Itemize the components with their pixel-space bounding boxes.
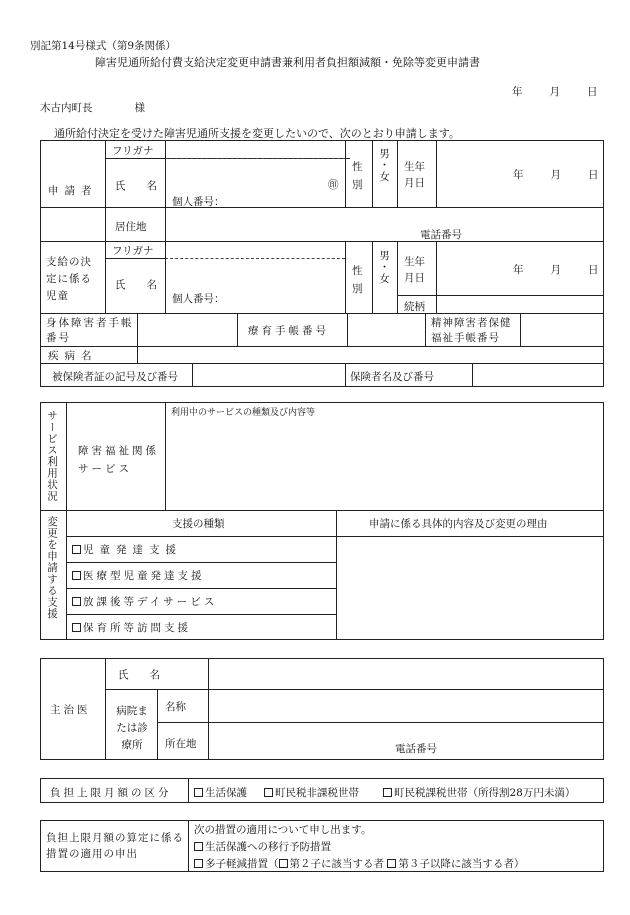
burden-option-3[interactable]: 町民税課税世帯（所得割28万円未満） (383, 785, 575, 800)
checkbox-icon (383, 788, 392, 797)
applicant-furigana-label: フリガナ (112, 145, 154, 157)
measure-option-2[interactable]: 多子軽減措置（ 第２子に該当する者 第３子以降に該当する者） (194, 856, 524, 871)
checkbox-icon (264, 788, 273, 797)
change-item-3[interactable]: 放課後等デイサービス (72, 594, 217, 609)
applicant-sex-option[interactable]: 男・女 (378, 148, 390, 183)
checkbox-icon (194, 842, 203, 851)
checkbox-icon[interactable] (279, 859, 288, 868)
doctor-phone-label: 電話番号 (395, 743, 437, 755)
service-note-label: 利用中のサービスの種類及び内容等 (171, 408, 316, 418)
child-id-label: 個人番号： (172, 293, 225, 305)
child-sex-label: 性別 (352, 265, 363, 295)
checkbox-icon (72, 623, 81, 632)
applicant-phone-label: 電話番号 (420, 229, 462, 241)
child-birth-label: 生年月日 (404, 256, 425, 284)
change-item-1[interactable]: 児童発達支援 (72, 542, 182, 557)
burden-option-2[interactable]: 町民税非課税世帯 (264, 785, 359, 800)
facility-name-label: 名称 (165, 701, 186, 713)
intro-text: 通所給付決定を受けた障害児通所支援を変更したいので、次のとおり申請します。 (54, 127, 460, 140)
checkbox-icon (194, 859, 203, 868)
child-label: 支給の決定に係る児童 (46, 256, 92, 302)
measures-label: 負担上限月額の算定に係る措置の適用の申出 (46, 832, 184, 860)
checkbox-icon (72, 597, 81, 606)
service-category-label: 障害福祉関係サービス (78, 445, 159, 475)
child-furigana-label: フリガナ (112, 245, 154, 257)
doctor-name-label: 氏 名 (118, 669, 160, 681)
header-date[interactable]: 年 月 日 (512, 86, 600, 98)
checkbox-icon (72, 571, 81, 580)
child-birth-date[interactable]: 年 月 日 (513, 264, 601, 276)
change-item-2[interactable]: 医療型児童発達支援 (72, 568, 205, 583)
burden-option-1[interactable]: 生活保護 (194, 785, 247, 800)
checkbox-icon[interactable] (387, 859, 396, 868)
insured-label: 被保険者証の記号及び番号 (52, 371, 178, 383)
burden-label: 負担上限月額の区分 (50, 787, 172, 799)
checkbox-icon (194, 788, 203, 797)
change-col-reason: 申請に係る具体的内容及び変更の理由 (369, 518, 548, 530)
change-col-type: 支援の種類 (172, 518, 225, 530)
facility-location-label: 所在地 (165, 738, 197, 750)
child-name-label: 氏 名 (115, 279, 157, 291)
seal-mark: ㊞ (328, 179, 339, 191)
measures-intro: 次の措置の適用について申し出ます。 (194, 824, 372, 836)
child-sex-option[interactable]: 男・女 (378, 250, 390, 285)
disease-label: 疾病名 (48, 350, 98, 362)
addressee: 木古内町長 様 (40, 102, 145, 114)
applicant-sex-label: 性別 (352, 161, 363, 191)
mental-handbook-label: 精神障害者保健福祉手帳番号 (431, 317, 512, 344)
form-number: 別記第14号様式（第9条関係） (30, 40, 177, 52)
applicant-id-label: 個人番号： (172, 196, 225, 208)
change-item-4[interactable]: 保育所等訪問支援 (72, 620, 191, 635)
service-status-label: サービス利用状況 (46, 410, 58, 502)
checkbox-icon (72, 545, 81, 554)
applicant-birth-label: 生年月日 (404, 161, 425, 189)
applicant-address-label: 居住地 (115, 221, 147, 233)
applicant-label: 申請者 (48, 185, 98, 197)
facility-label: 病院または診療所 (116, 705, 148, 751)
applicant-name-label: 氏 名 (115, 180, 157, 192)
physical-handbook-label: 身体障害者手帳番号 (46, 317, 134, 344)
doctor-label: 主治医 (50, 704, 91, 716)
measure-option-1[interactable]: 生活保護への移行予防措置 (194, 839, 331, 854)
change-label: 変更を申請する支援 (46, 516, 58, 620)
ryoiku-handbook-label: 療育手帳番号 (248, 325, 329, 337)
insurer-label: 保険者名及び番号 (350, 371, 434, 383)
applicant-birth-date[interactable]: 年 月 日 (513, 169, 601, 181)
form-title: 障害児通所給付費支給決定変更申請書兼利用者負担額減額・免除等変更申請書 (95, 56, 480, 69)
child-relation-label: 続柄 (404, 301, 425, 313)
